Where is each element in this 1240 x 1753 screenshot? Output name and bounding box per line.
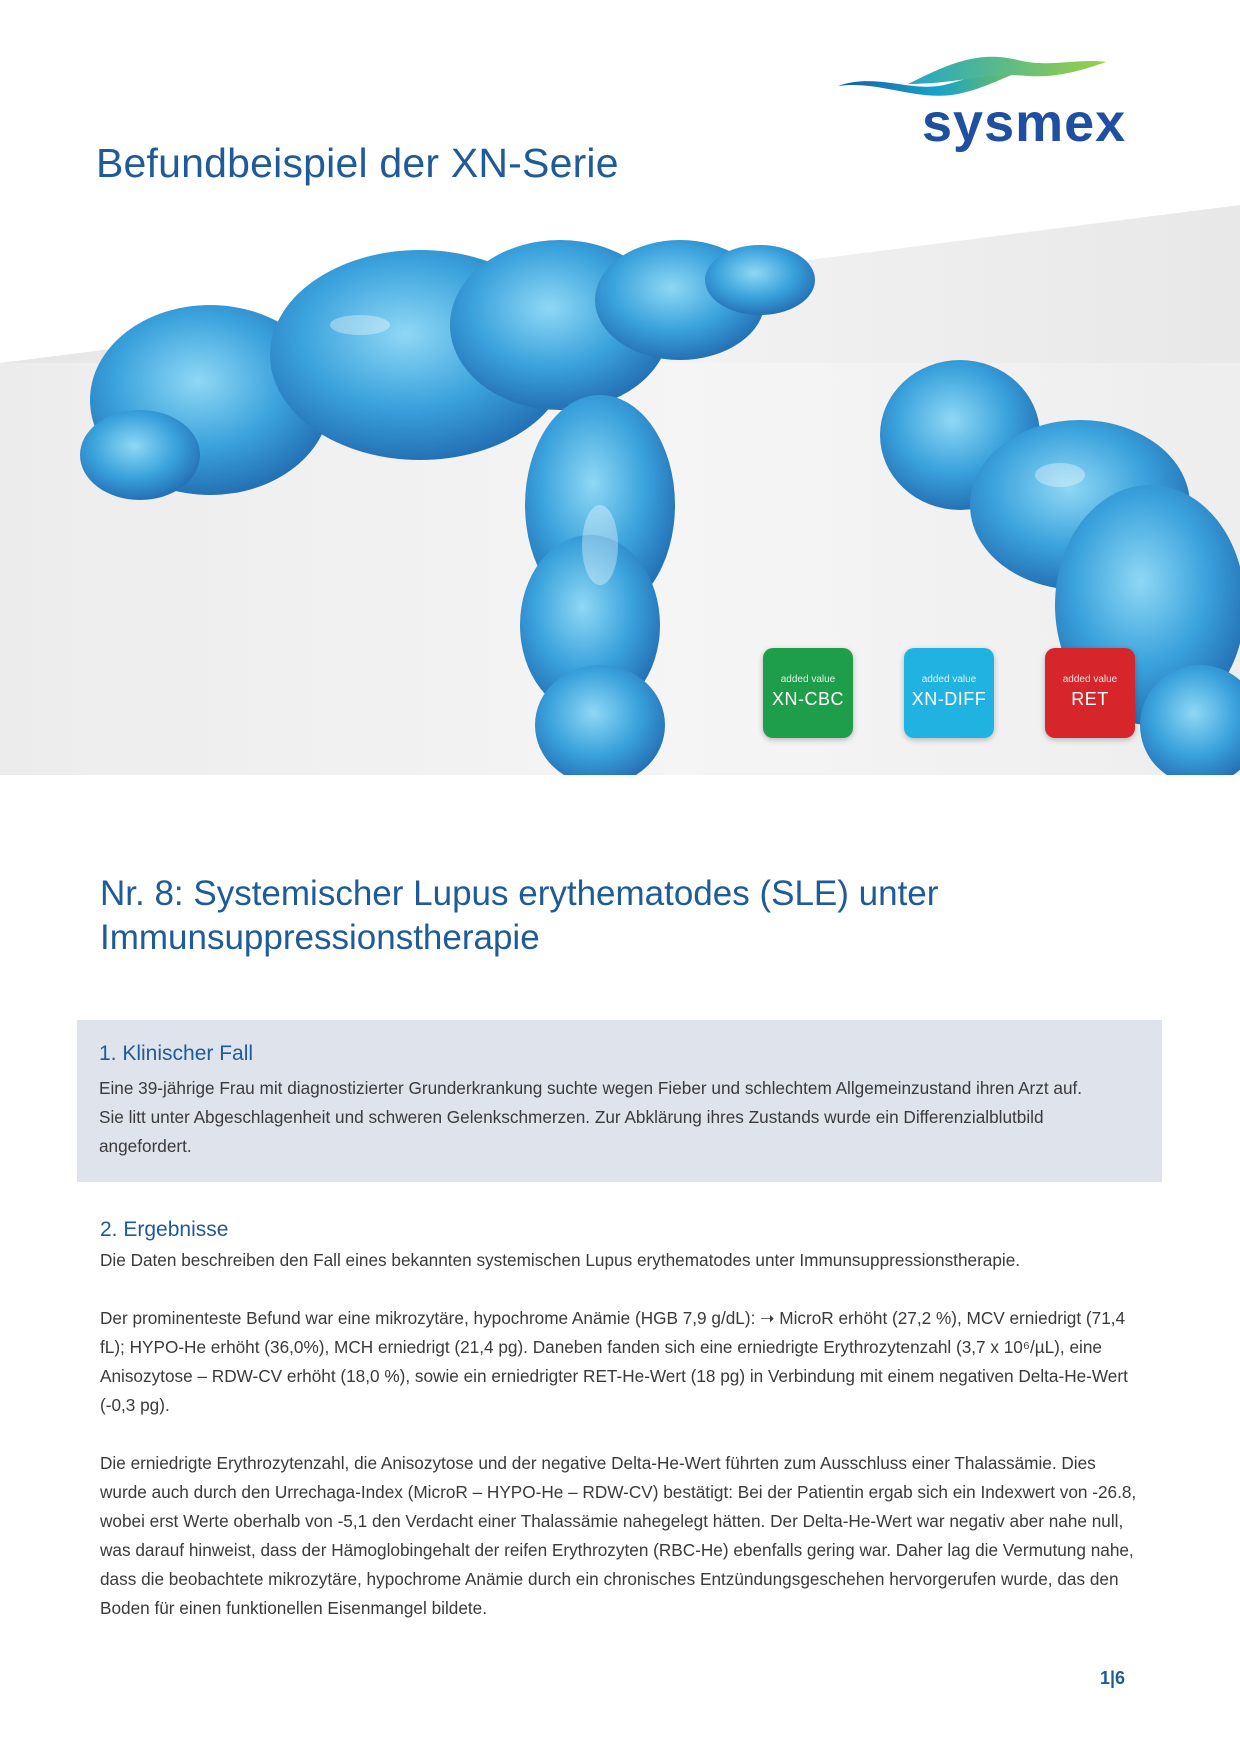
badge-ret <box>1045 648 1135 738</box>
badge-xn-cbc <box>763 648 853 738</box>
badge-small-label: added value <box>1062 674 1118 685</box>
results-section <box>100 1218 1140 1623</box>
clinical-text: Eine 39-jährige Frau mit diagnostizierter Grunderkrankung suchte wegen Fieber und schlechtem Allgemeinzustand ihren Arzt auf. Sie litt unter Abgeschlagenheit und schweren Gelenkschmerzen. Zur Abklärung ihres Zustands wurde ein Differenzialblutbild angefordert. <box>99 1078 1083 1156</box>
badge-xn-diff <box>904 648 994 738</box>
page-title: Befundbeispiel der XN-Serie <box>96 140 619 186</box>
page-number: 1|6 <box>1100 1668 1126 1688</box>
clinical-case-box <box>77 1020 1162 1182</box>
results-paragraph-2: Der prominenteste Befund war eine mikrozytäre, hypochrome Anämie (HGB 7,9 g/dL): ➝ MicroR erhöht (27,2 %), MCV erniedrigt (71,4 fL); HYPO-He erhöht (36,0%), MCH erniedrigt (21,4 pg). Daneben fanden sich eine erniedrigte Erythrozytenzahl (3,7 x 10⁶/µL), eine Anisozytose – RDW-CV erhöht (18,0 %), sowie ein erniedrigter RET-He-Wert (18 pg) in Verbindung mit einem negativen Delta-He-Wert (-0,3 pg). <box>100 1308 1128 1415</box>
badge-label: XN-CBC <box>771 689 844 709</box>
results-heading: 2. Ergebnisse <box>100 1218 229 1241</box>
logo-text: sysmex <box>922 93 1127 153</box>
results-paragraph-3: Die erniedrigte Erythrozytenzahl, die Anisozytose und der negative Delta-He-Wert führten zum Ausschluss einer Thalassämie. Dies wurde auch durch den Urrechaga-Index (MicroR – HYPO-He – RDW-CV) bestätigt: Bei der Patientin ergab sich ein Indexwert von -26.8, wobei erst Werte oberhalb von -5,1 den Verdacht einer Thalassämie nahegelegt hätten. Der Delta-He-Wert war negativ aber nahe null, was darauf hinweist, dass der Hämoglobingehalt der reifen Erythrozyten (RBC-He) ebenfalls gering war. Daher lag die Vermutung nahe, dass die beobachtete mikrozytäre, hypochrome Anämie durch ein chronisches Entzündungsgeschehen hervorgerufen wurde, das den Boden für einen funktionellen Eisenmangel bildete. <box>100 1453 1137 1618</box>
badge-label: XN-DIFF <box>911 689 987 709</box>
results-paragraph-1: Die Daten beschreiben den Fall eines bekannten systemischen Lupus erythematodes unter Immunsuppressionstherapie. <box>100 1250 1021 1270</box>
badge-small-label: added value <box>780 674 836 685</box>
case-title: Nr. 8: Systemischer Lupus erythematodes (SLE) unter Immunsuppressionstherapie <box>100 874 939 957</box>
clinical-heading: 1. Klinischer Fall <box>99 1042 254 1065</box>
badge-small-label: added value <box>921 674 977 685</box>
badge-label: RET <box>1071 689 1109 709</box>
sysmex-logo <box>838 54 1138 154</box>
